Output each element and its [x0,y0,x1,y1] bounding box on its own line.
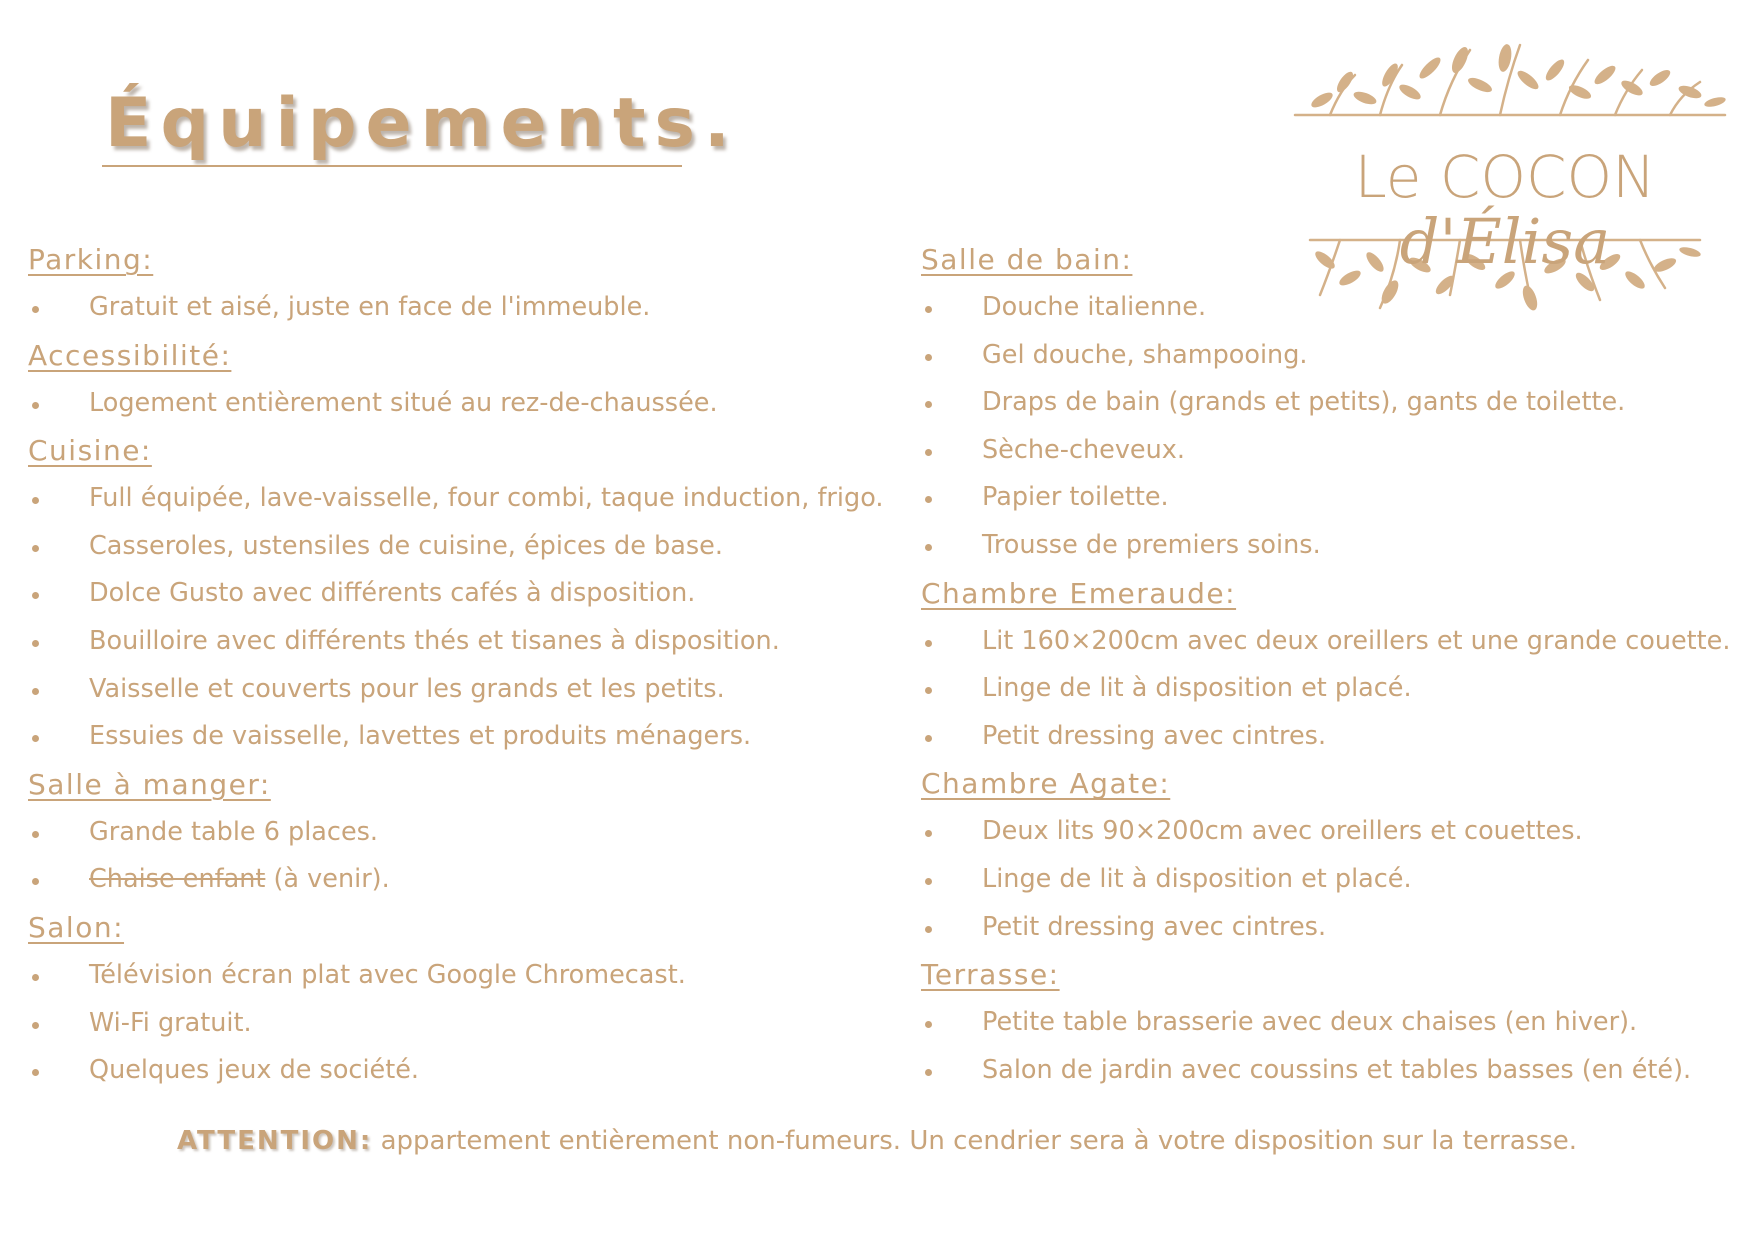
logo-text-line1: Le COCON [1354,143,1656,211]
item-suffix: (à venir). [273,864,390,895]
list-item: Quelques jeux de société. [28,1047,908,1095]
left-column [28,236,908,1095]
list-item: Draps de bain (grands et petits), gants de toilette. [921,379,1751,427]
attention-text: appartement entièrement non-fumeurs. Un cendrier sera à votre disposition sur la terrasse. [380,1126,1578,1156]
section-title-accessibilite: Accessibilité: [28,338,232,372]
list-item-chaise-enfant [28,856,908,904]
list-item: Deux lits 90×200cm avec oreillers et couettes. [921,808,1751,856]
section-title-salon: Salon: [28,910,125,944]
list-item: Linge de lit à disposition et placé. [921,856,1751,904]
list-item: Logement entièrement situé au rez-de-chaussée. [28,380,908,428]
section-title-parking: Parking: [28,243,154,276]
attention-label: ATTENTION: [176,1126,373,1156]
list-item: Vaisselle et couverts pour les grands et les petits. [28,666,908,714]
page-title: Équipements. [105,84,739,163]
list-item: Grande table 6 places. [28,809,908,857]
section-title-salle-a-manger: Salle à manger: [28,767,271,801]
list-item: Lit 160×200cm avec deux oreillers et une grande couette. [921,618,1751,666]
list-item: Casseroles, ustensiles de cuisine, épices de base. [28,523,908,571]
list-item: Télévision écran plat avec Google Chromecast. [28,952,908,1000]
list-item: Wi-Fi gratuit. [28,1000,908,1048]
list-item: Essuies de vaisselle, lavettes et produits ménagers. [28,713,908,761]
section-title-cuisine: Cuisine: [28,434,152,468]
struck-text: Chaise enfant [89,864,266,895]
list-item: Papier toilette. [921,474,1751,522]
list-item: Sèche-cheveux. [921,427,1751,475]
list-item: Linge de lit à disposition et placé. [921,665,1751,713]
list-item: Bouilloire avec différents thés et tisanes à disposition. [28,618,908,666]
list-item: Dolce Gusto avec différents cafés à disposition. [28,570,908,618]
list-item: Full équipée, lave-vaisselle, four combi, taque induction, frigo. [28,475,908,523]
section-title-salle-de-bain: Salle de bain: [921,243,1133,276]
list-item: Douche italienne. [921,284,1751,332]
list-item: Trousse de premiers soins. [921,522,1751,570]
list-item: Gratuit et aisé, juste en face de l'immeuble. [28,284,908,332]
right-column [921,236,1751,1094]
list-item: Petite table brasserie avec deux chaises (en hiver). [921,999,1751,1047]
list-item: Gel douche, shampooing. [921,332,1751,380]
list-item: Petit dressing avec cintres. [921,713,1751,761]
list-item: Salon de jardin avec coussins et tables basses (en été). [921,1047,1751,1095]
list-item: Petit dressing avec cintres. [921,904,1751,952]
section-title-chambre-agate: Chambre Agate: [921,767,1171,801]
section-title-chambre-emeraude: Chambre Emeraude: [921,576,1237,610]
logo-text-line2: d'Élisa [1399,205,1611,278]
section-title-terrasse: Terrasse: [921,958,1060,992]
title-underline [102,165,682,167]
attention-note [0,1126,1754,1156]
